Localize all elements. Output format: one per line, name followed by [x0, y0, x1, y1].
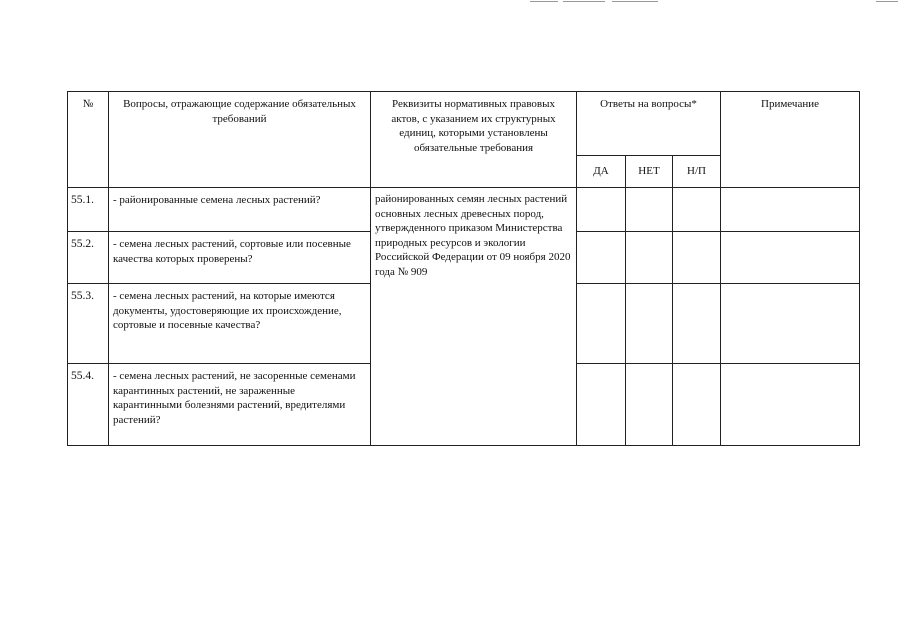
answer-no-cell[interactable]: [626, 188, 673, 232]
row-question: - районированные семена лесных растений?: [109, 188, 371, 232]
answer-no-cell[interactable]: [626, 364, 673, 446]
answer-yes-cell[interactable]: [577, 232, 626, 284]
header-requisites: Реквизиты нормативных правовых актов, с указанием их структурных единиц, которыми установлены обязательные требования: [371, 92, 577, 188]
header-answer-no: НЕТ: [626, 156, 673, 188]
note-cell[interactable]: [721, 188, 860, 232]
row-number: 55.2.: [68, 232, 109, 284]
row-number: 55.1.: [68, 188, 109, 232]
table-row: [68, 188, 860, 232]
header-number: №: [68, 92, 109, 188]
answer-na-cell[interactable]: [673, 364, 721, 446]
answer-no-cell[interactable]: [626, 284, 673, 364]
header-answers: Ответы на вопросы*: [577, 92, 721, 156]
answer-na-cell[interactable]: [673, 188, 721, 232]
header-questions: Вопросы, отражающие содержание обязательных требований: [109, 92, 371, 188]
row-number: 55.4.: [68, 364, 109, 446]
row-question: - семена лесных растений, сортовые или посевные качества которых проверены?: [109, 232, 371, 284]
answer-no-cell[interactable]: [626, 232, 673, 284]
answer-yes-cell[interactable]: [577, 364, 626, 446]
row-number: 55.3.: [68, 284, 109, 364]
scan-artifact-marks: [0, 0, 905, 10]
note-cell[interactable]: [721, 284, 860, 364]
note-cell[interactable]: [721, 364, 860, 446]
header-answer-na: Н/П: [673, 156, 721, 188]
answer-na-cell[interactable]: [673, 284, 721, 364]
requisites-cell: районированных семян лесных растений основных лесных древесных пород, утвержденного приказом Министерства природных ресурсов и экологии Российской Федерации от 09 ноября 2020 года № 909: [371, 188, 577, 446]
header-answer-yes: ДА: [577, 156, 626, 188]
note-cell[interactable]: [721, 232, 860, 284]
header-row: [68, 92, 860, 156]
row-question: - семена лесных растений, не засоренные семенами карантинных растений, не зараженные карантинными болезнями растений, вредителями растений?: [109, 364, 371, 446]
answer-yes-cell[interactable]: [577, 284, 626, 364]
answer-na-cell[interactable]: [673, 232, 721, 284]
header-note: Примечание: [721, 92, 860, 188]
answer-yes-cell[interactable]: [577, 188, 626, 232]
row-question: - семена лесных растений, на которые имеются документы, удостоверяющие их происхождение, сортовые и посевные качества?: [109, 284, 371, 364]
requirements-table: [67, 91, 860, 446]
